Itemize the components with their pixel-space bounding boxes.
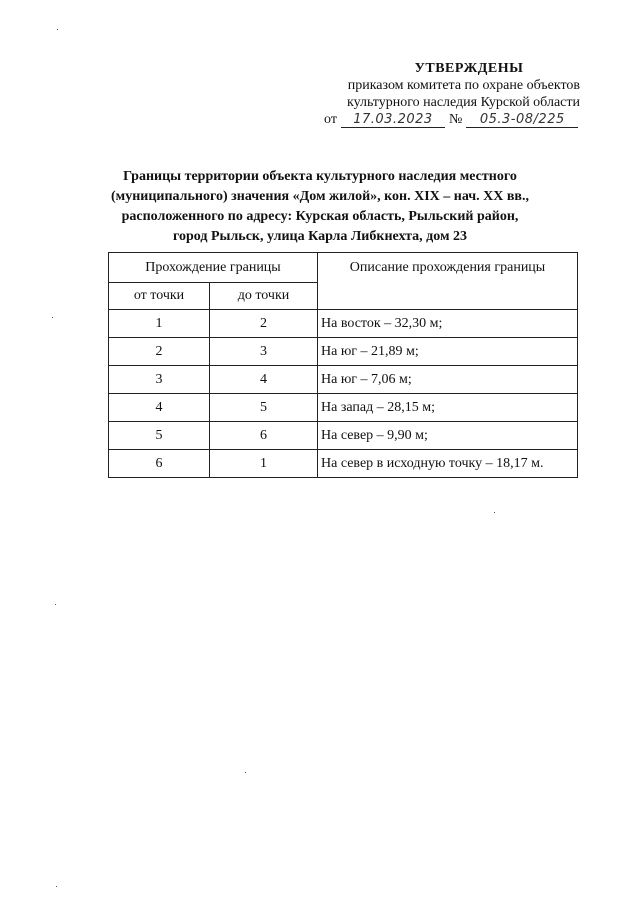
table-row [109, 310, 578, 338]
scan-speck [55, 604, 56, 605]
table-row [109, 366, 578, 394]
description-cell: На юг – 7,06 м; [318, 366, 578, 394]
from-point-cell: 1 [109, 310, 210, 338]
document-title [80, 167, 560, 247]
scan-speck [494, 512, 495, 513]
scan-speck [57, 29, 58, 30]
table-row [109, 450, 578, 478]
to-point-cell: 1 [210, 450, 318, 478]
description-cell: На запад – 28,15 м; [318, 394, 578, 422]
scan-speck [245, 772, 246, 773]
description-cell: На север – 9,90 м; [318, 422, 578, 450]
from-point-cell: 5 [109, 422, 210, 450]
title-line-3: расположенного по адресу: Курская область, Рыльский район, [121, 209, 519, 224]
number-label: № [448, 112, 463, 127]
from-label: от [324, 112, 337, 127]
approval-line-2: культурного наследия Курской области [346, 95, 580, 110]
title-line-4: город Рыльск, улица Карла Либкнехта, дом 23 [172, 229, 467, 244]
to-point-cell: 4 [210, 366, 318, 394]
to-point-header: до точки [210, 283, 318, 310]
description-cell: На юг – 21,89 м; [318, 338, 578, 366]
to-point-cell: 6 [210, 422, 318, 450]
description-cell: На восток – 32,30 м; [318, 310, 578, 338]
approval-block [318, 60, 580, 128]
order-date: 17.03.2023 [341, 113, 445, 128]
group-header: Прохождение границы [109, 253, 318, 283]
title-line-2: (муниципального) значения «Дом жилой», кон. XIX – нач. XX вв., [111, 189, 529, 204]
from-point-cell: 3 [109, 366, 210, 394]
to-point-cell: 2 [210, 310, 318, 338]
to-point-cell: 5 [210, 394, 318, 422]
from-point-cell: 2 [109, 338, 210, 366]
description-header: Описание прохождения границы [318, 253, 578, 310]
from-point-header: от точки [109, 283, 210, 310]
scan-speck [52, 317, 53, 318]
order-reference [318, 111, 580, 128]
scan-speck [56, 886, 57, 887]
table-row [109, 394, 578, 422]
boundary-table [108, 252, 578, 478]
order-number: 05.3-08/225 [466, 113, 578, 128]
description-cell: На север в исходную точку – 18,17 м. [318, 450, 578, 478]
title-line-1: Границы территории объекта культурного наследия местного [123, 169, 517, 184]
from-point-cell: 6 [109, 450, 210, 478]
from-point-cell: 4 [109, 394, 210, 422]
table-row [109, 338, 578, 366]
table-row [109, 422, 578, 450]
approval-title: УТВЕРЖДЕНЫ [414, 61, 524, 76]
to-point-cell: 3 [210, 338, 318, 366]
approval-line-1: приказом комитета по охране объектов [347, 78, 580, 93]
